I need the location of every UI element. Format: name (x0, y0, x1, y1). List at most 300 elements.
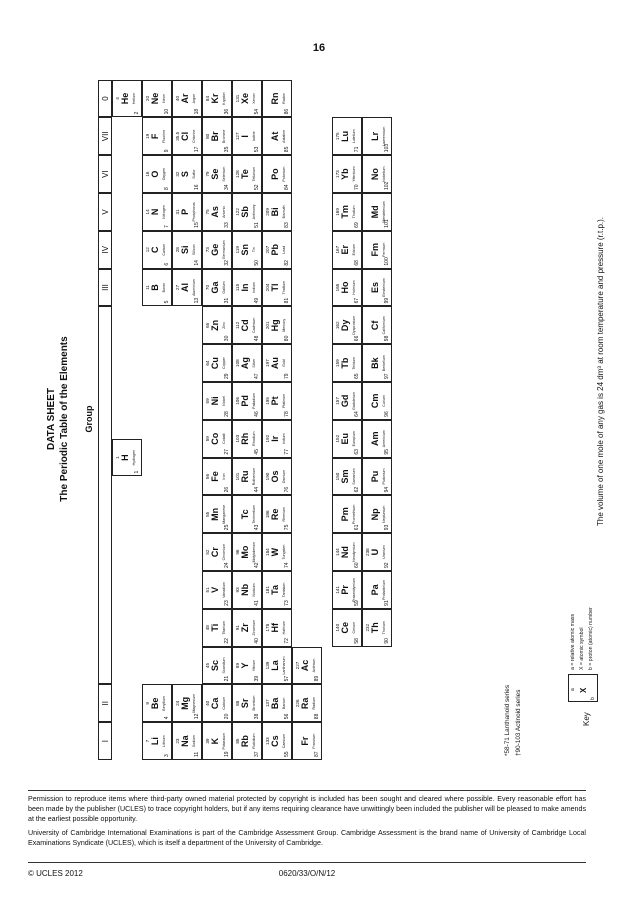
element-symbol: Au (270, 357, 280, 370)
group-label-7: VII (98, 117, 112, 155)
element-al (172, 269, 202, 307)
element-symbol: Zn (210, 319, 220, 331)
element-name: Chlorine (192, 129, 196, 143)
element-rn (262, 80, 292, 118)
element-number: 87 (314, 751, 320, 757)
element-symbol: Dy (340, 319, 350, 332)
element-number: 54 (254, 108, 260, 115)
element-f (142, 117, 172, 155)
element-mass: 65 (205, 322, 210, 328)
element-symbol: Cl (180, 131, 190, 141)
permission-text: Permission to reproduce items where third-party owned material protected by copyright is included has been sought and cleared where possible. Every reasonable effort has been made by the publisher (UCLES) to trace copyright holders, but if any items requiring clearance have unwittingly been included the publisher will be pleased to make amends at the earliest possible opportunity. (28, 795, 586, 823)
element-number: 7 (164, 225, 170, 228)
element-name: Holmium (352, 280, 356, 295)
element-number: 26 (224, 486, 230, 493)
element-symbol: In (240, 283, 250, 292)
element-number: 12 (194, 713, 200, 720)
element-symbol: Eu (340, 432, 350, 445)
group-label-6: VI (98, 155, 112, 193)
element-mass: 167 (335, 245, 340, 254)
element-symbol: N (150, 208, 160, 216)
element-number: 100 (384, 257, 390, 266)
element-tc (232, 495, 262, 533)
element-name: Caesium (282, 734, 286, 749)
element-number: 23 (224, 600, 230, 606)
element-mass: 19 (145, 133, 150, 139)
element-name: Osmium (282, 469, 286, 484)
element-sr (232, 684, 262, 722)
element-number: 27 (224, 449, 230, 455)
element-mass: 101 (235, 472, 240, 481)
element-name: Lithium (162, 735, 166, 747)
element-symbol: Rb (240, 735, 250, 748)
element-zn (202, 306, 232, 344)
element-symbol: Fr (300, 736, 310, 746)
element-pu (362, 458, 392, 496)
element-sb (232, 193, 262, 231)
element-pm (332, 495, 362, 533)
element-s (172, 155, 202, 193)
element-symbol: Rh (240, 432, 250, 445)
element-mass: 91 (235, 625, 240, 631)
element-symbol: Fm (370, 242, 380, 257)
element-number: 74 (284, 562, 290, 568)
element-mass: 165 (335, 283, 340, 292)
key-a: a (570, 688, 576, 691)
element-cl (172, 117, 202, 155)
element-symbol: He (120, 92, 130, 105)
element-symbol: Na (180, 735, 190, 747)
element-mass: 204 (265, 283, 270, 292)
element-number: 99 (384, 297, 390, 304)
copyright-text: © UCLES 2012 (28, 869, 83, 878)
element-o (142, 155, 172, 193)
element-name: Protactinium (382, 579, 386, 600)
element-number: 91 (384, 600, 390, 606)
element-rh (232, 420, 262, 458)
element-name: Phosphorus (192, 202, 196, 222)
element-name: Mendelevium (382, 201, 386, 223)
element-ar (172, 80, 202, 118)
element-symbol: Th (370, 622, 380, 634)
element-number: 19 (224, 751, 230, 757)
element-mass: 175 (335, 132, 340, 141)
element-name: Lanthanum (282, 656, 286, 675)
element-n (142, 193, 172, 231)
element-mass: 93 (235, 587, 240, 593)
element-mass: 89 (235, 662, 240, 669)
element-mass: 226 (295, 699, 300, 708)
element-name: Uranium (382, 545, 386, 559)
element-number: 39 (254, 675, 260, 682)
element-symbol: Cf (370, 320, 380, 331)
element-name: Tellurium (252, 166, 256, 182)
element-symbol: Ag (240, 357, 250, 370)
periodic-table-title: The Periodic Table of the Elements (59, 336, 70, 502)
element-name: Ruthenium (252, 467, 256, 486)
element-symbol: Tl (270, 283, 280, 292)
element-pa (362, 571, 392, 609)
element-name: Zinc (222, 321, 226, 329)
element-symbol: O (150, 170, 160, 178)
element-name: Erbium (352, 244, 356, 256)
element-number: 1 (134, 470, 140, 474)
element-number: 11 (194, 751, 200, 757)
element-name: Thallium (282, 280, 286, 295)
element-name: Molybdenum (252, 541, 256, 563)
element-mass: 108 (235, 359, 240, 367)
element-number: 60 (354, 562, 360, 568)
element-hg (262, 306, 292, 344)
element-symbol: La (270, 660, 280, 671)
periodic-table-panel (28, 74, 605, 764)
footer-row (28, 869, 586, 881)
element-mass: 141 (335, 586, 340, 594)
element-mass: 39 (205, 738, 210, 744)
element-number: 38 (254, 713, 260, 720)
element-name: Praseodymium (352, 577, 356, 602)
element-name: Boron (162, 282, 166, 293)
element-symbol: Tm (340, 205, 350, 219)
element-number: 58 (354, 638, 360, 644)
element-symbol: Nb (240, 583, 250, 596)
element-number: 48 (254, 335, 260, 342)
element-symbol: Se (210, 168, 220, 180)
element-mass: 80 (205, 133, 210, 139)
element-name: Iodine (252, 131, 256, 142)
element-symbol: Lu (340, 130, 350, 142)
element-number: 56 (284, 713, 290, 720)
element-symbol: Hf (270, 622, 280, 633)
element-number: 37 (254, 751, 260, 757)
element-name: Mercury (282, 318, 286, 332)
element-number: 41 (254, 600, 260, 606)
paper-code: 0620/33/O/N/12 (278, 869, 336, 878)
element-symbol: Br (210, 131, 220, 142)
element-y (232, 647, 262, 685)
element-symbol: Pd (240, 395, 250, 407)
element-mass: 152 (335, 434, 340, 443)
element-symbol: Pt (270, 396, 280, 406)
element-cu (202, 344, 232, 382)
element-number: 101 (384, 219, 390, 228)
element-mass: 32 (175, 171, 180, 177)
element-name: Silver (252, 358, 256, 368)
element-mass: 238 (365, 548, 370, 556)
element-mass: 16 (145, 171, 150, 177)
element-name: Titanium (222, 620, 226, 635)
element-symbol: As (210, 206, 220, 218)
element-mass: 45 (205, 662, 210, 669)
element-mass: 181 (265, 586, 270, 594)
element-name: Gallium (222, 281, 226, 294)
element-symbol: Te (240, 169, 250, 180)
element-symbol: Ac (300, 659, 310, 672)
element-name: Potassium (222, 732, 226, 750)
element-mass: 27 (175, 284, 180, 291)
element-mass: 122 (235, 208, 240, 216)
element-number: 22 (224, 638, 230, 644)
element-yb (332, 155, 362, 193)
page-number: 16 (312, 42, 326, 54)
element-mass: 137 (265, 699, 270, 708)
element-symbol: Lr (370, 131, 380, 141)
element-ba (262, 684, 292, 722)
element-name: Radium (312, 697, 316, 710)
element-number: 3 (164, 754, 170, 757)
element-mass: 11 (145, 285, 150, 290)
element-symbol: Ho (340, 281, 350, 294)
element-name: Arsenic (222, 205, 226, 218)
element-name: Dysprosium (352, 315, 356, 335)
element-mass: 184 (265, 548, 270, 556)
group-header: Group (84, 405, 94, 433)
element-symbol: Y (240, 662, 250, 669)
element-c (142, 231, 172, 269)
element-name: Promethium (352, 504, 356, 524)
element-tb (332, 344, 362, 382)
element-name: Actinium (312, 658, 316, 673)
element-number: 43 (254, 524, 260, 531)
element-name: Xenon (252, 93, 256, 104)
element-name: Radon (282, 93, 286, 104)
element-number: 10 (164, 108, 170, 115)
element-number: 44 (254, 486, 260, 493)
element-mass: 96 (235, 549, 240, 555)
element-pt (262, 382, 292, 420)
element-number: 81 (284, 297, 290, 304)
element-mass: 1 (115, 456, 120, 459)
element-pb (262, 231, 292, 269)
element-number: 71 (354, 146, 360, 153)
element-name: Indium (252, 282, 256, 293)
element-sc (202, 647, 232, 685)
element-number: 52 (254, 184, 260, 190)
element-number: 73 (284, 600, 290, 606)
element-mass: 227 (295, 661, 300, 670)
element-name: Europium (352, 431, 356, 447)
ucles-text: University of Cambridge International Examinations is part of the Cambridge Assessment Group. Cambridge Assessment is the brand name of University of Cambridge Local Examinations Syndicate (UCLES), which is itself a department of the University of Cambridge. (28, 829, 586, 847)
element-mo (232, 533, 262, 571)
element-mass: 84 (205, 95, 210, 102)
element-symbol: Mn (210, 507, 220, 521)
element-number: 25 (224, 524, 230, 531)
element-mass: 7 (145, 739, 150, 743)
element-number: 18 (194, 108, 200, 115)
element-symbol: Sm (340, 469, 350, 484)
element-eu (332, 420, 362, 458)
element-pd (232, 382, 262, 420)
element-symbol: Cd (240, 319, 250, 332)
element-mass: 85 (235, 738, 240, 744)
element-se (202, 155, 232, 193)
element-number: 88 (314, 713, 320, 720)
element-number: 31 (224, 297, 230, 304)
element-number: 90 (384, 638, 390, 644)
element-mass: 106 (235, 397, 240, 405)
element-cr (202, 533, 232, 571)
group-label-2: II (98, 684, 112, 722)
element-name: Zirconium (252, 619, 256, 636)
element-mass: 169 (335, 208, 340, 216)
element-number: 59 (354, 600, 360, 606)
element-name: Thulium (352, 205, 356, 219)
element-nd (332, 533, 362, 571)
element-number: 21 (224, 675, 230, 682)
element-name: Oxygen (162, 167, 166, 181)
key-box (568, 674, 598, 702)
element-number: 9 (164, 149, 170, 153)
element-symbol: Cs (270, 735, 280, 747)
element-symbol: Md (370, 205, 380, 219)
element-symbol: Sb (240, 206, 250, 218)
element-number: 14 (194, 260, 200, 266)
element-number: 49 (254, 297, 260, 304)
element-tm (332, 193, 362, 231)
element-name: Berkelium (382, 355, 386, 372)
element-symbol: Ce (340, 621, 350, 634)
element-number: 20 (224, 713, 230, 720)
element-name: Hafnium (282, 621, 286, 635)
element-number: 34 (224, 184, 230, 190)
element-number: 33 (224, 222, 230, 228)
element-name: Ytterbium (352, 166, 356, 182)
element-number: 68 (354, 260, 360, 266)
element-number: 35 (224, 146, 230, 153)
element-symbol: H (120, 454, 130, 461)
element-xe (232, 80, 262, 118)
element-symbol: Sr (240, 698, 250, 709)
element-number: 66 (354, 335, 360, 342)
element-as (202, 193, 232, 231)
element-mass: 232 (365, 623, 370, 632)
key-x: X (579, 687, 588, 693)
element-be (142, 684, 172, 722)
element-name: Sodium (192, 735, 196, 748)
element-name: Nobelium (382, 166, 386, 182)
element-number: 80 (284, 335, 290, 342)
element-mass: 173 (335, 170, 340, 178)
element-br (202, 117, 232, 155)
element-cd (232, 306, 262, 344)
element-zr (232, 609, 262, 647)
element-symbol: Fe (210, 471, 220, 482)
element-mass: 133 (265, 737, 270, 745)
element-name: Samarium (352, 468, 356, 485)
element-number: 93 (384, 524, 390, 531)
element-symbol: Ru (240, 470, 250, 483)
element-symbol: Tb (340, 357, 350, 369)
element-kr (202, 80, 232, 118)
element-ra (292, 684, 322, 722)
element-number: 36 (224, 108, 230, 115)
element-name: Einsteinium (382, 278, 386, 297)
element-mass: 40 (175, 95, 180, 102)
element-name: Rhenium (282, 507, 286, 522)
element-number: 53 (254, 146, 260, 153)
element-symbol: Rn (270, 92, 280, 105)
group-label-4: IV (98, 231, 112, 269)
element-mass: 59 (205, 436, 210, 442)
element-number: 13 (194, 297, 200, 304)
element-name: Germanium (222, 240, 226, 260)
element-number: 46 (254, 411, 260, 417)
element-symbol: Ti (210, 623, 220, 632)
element-name: Technetium (252, 505, 256, 524)
element-number: 2 (134, 111, 140, 115)
element-mass: 139 (265, 661, 270, 670)
element-ti (202, 609, 232, 647)
element-co (202, 420, 232, 458)
element-ge (202, 231, 232, 269)
element-name: Palladium (252, 393, 256, 409)
element-symbol: Ra (300, 697, 310, 710)
element-symbol: Hg (270, 319, 280, 332)
element-name: Manganese (222, 504, 226, 524)
element-ag (232, 344, 262, 382)
element-mass: 73 (205, 247, 210, 253)
element-symbol: Po (270, 168, 280, 180)
element-symbol: Pu (370, 470, 380, 483)
element-name: Cadmium (252, 317, 256, 333)
actinoid-series-note: †90-103 Actinoid series (515, 689, 522, 756)
element-name: Aluminium (192, 279, 196, 296)
element-mass: 52 (205, 549, 210, 555)
element-number: 29 (224, 373, 230, 379)
element-fm (362, 231, 392, 269)
element-symbol: Re (270, 508, 280, 521)
element-number: 50 (254, 260, 260, 266)
element-number: 78 (284, 411, 290, 417)
element-ir (262, 420, 292, 458)
element-symbol: Si (180, 245, 190, 254)
element-mass: 75 (205, 209, 210, 215)
element-tl (262, 269, 292, 307)
element-name: Terbium (352, 356, 356, 370)
key-b: b (590, 697, 596, 700)
element-mass: 195 (265, 397, 270, 405)
element-at (262, 117, 292, 155)
element-mass: 144 (335, 548, 340, 556)
element-name: Plutonium (382, 468, 386, 485)
element-name: Polonium (282, 166, 286, 182)
element-ho (332, 269, 362, 307)
element-number: 16 (194, 184, 200, 190)
element-symbol: Np (370, 508, 380, 521)
element-symbol: Er (340, 244, 350, 255)
element-symbol: F (150, 133, 160, 140)
element-symbol: Pr (340, 585, 350, 595)
element-number: 17 (194, 146, 200, 153)
element-number: 64 (354, 411, 360, 417)
element-name: Lutetium (352, 129, 356, 144)
element-mass: 79 (205, 171, 210, 177)
element-symbol: Pm (340, 507, 350, 522)
element-number: 89 (314, 675, 320, 682)
element-symbol: I (240, 135, 250, 138)
element-mass: 192 (265, 434, 270, 443)
element-symbol: Nd (340, 546, 350, 559)
element-md (362, 193, 392, 231)
element-sm (332, 458, 362, 496)
element-number: 72 (284, 638, 290, 644)
element-number: 92 (384, 562, 390, 568)
element-number: 77 (284, 449, 290, 455)
periodic-table-rotated (28, 74, 605, 764)
element-symbol: Ca (210, 697, 220, 710)
element-symbol: Li (150, 737, 160, 746)
element-symbol: No (370, 168, 380, 181)
